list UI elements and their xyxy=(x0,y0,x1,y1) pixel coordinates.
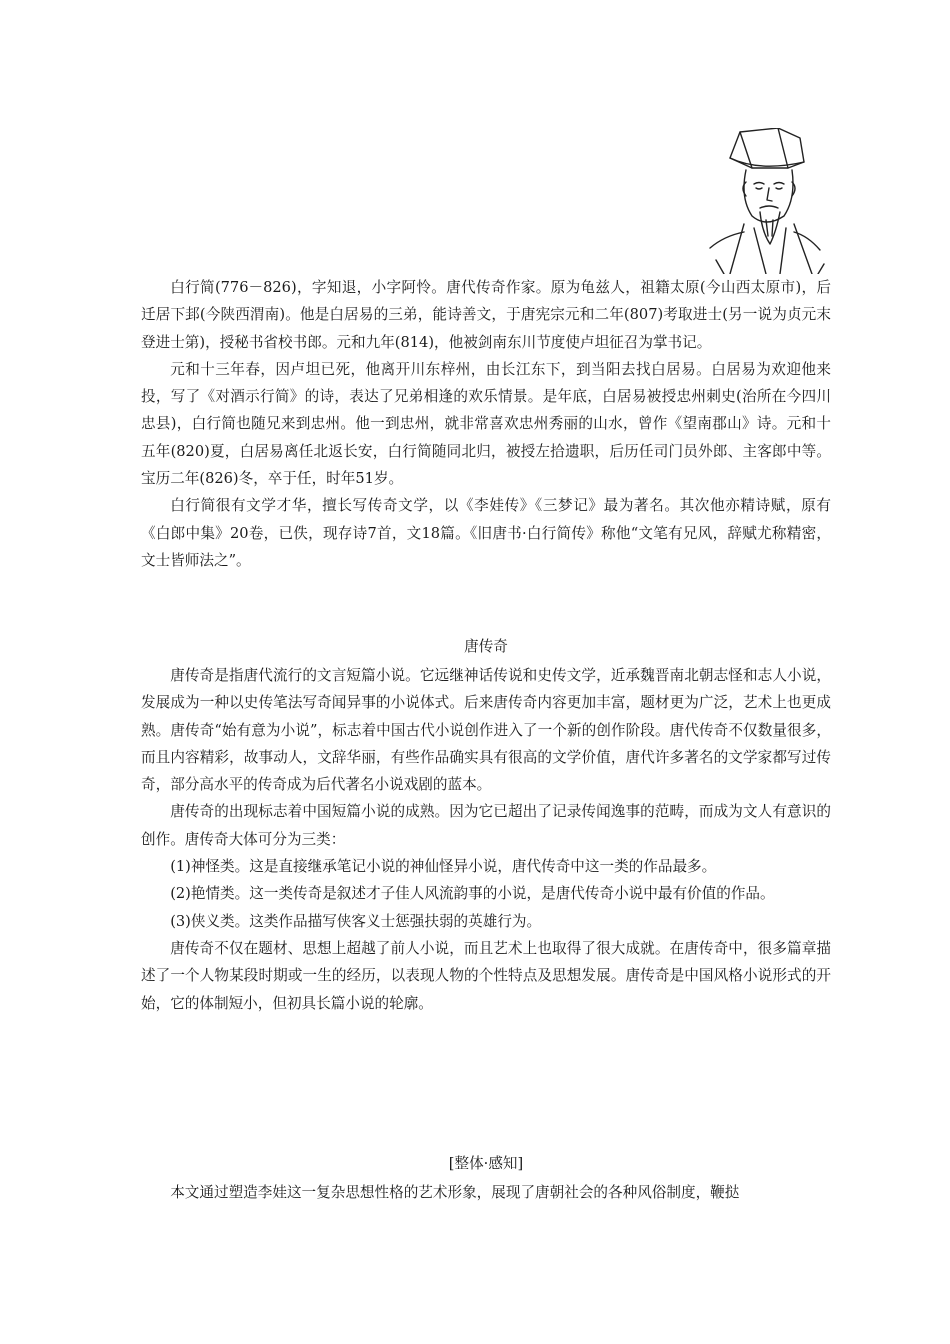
portrait-image xyxy=(700,128,836,274)
tang-chuanqi-section xyxy=(141,662,831,1017)
body-paragraph: 唐传奇是指唐代流行的文言短篇小说。它远继神话传说和史传文学，近承魏晋南北朝志怪和志人小说，发展成为一种以史传笔法写奇闻异事的小说体式。后来唐传奇内容更加丰富，题材更为广泛，艺术上也更成熟。唐传奇“始有意为小说”，标志着中国古代小说创作进入了一个新的创作阶段。唐代传奇不仅数量很多，而且内容精彩，故事动人，文辞华丽，有些作品确实具有很高的文学价值，唐代许多著名的文学家都写过传奇，部分高水平的传奇成为后代著名小说戏剧的蓝本。 xyxy=(141,667,831,794)
biography-paragraph: 白行简很有文学才华，擅长写传奇文学，以《李娃传》《三梦记》最为著名。其次他亦精诗赋，原有《白郎中集》20卷，已佚，现存诗7首，文18篇。《旧唐书·白行简传》称他“文笔有兄风，辞赋尤称精密，文士皆师法之”。 xyxy=(141,497,831,569)
list-item: (2)艳情类。这一类传奇是叙述才子佳人风流韵事的小说，是唐代传奇小说中最有价值的作品。 xyxy=(170,885,775,903)
list-item: (3)侠义类。这类作品描写侠客义士惩强扶弱的英雄行为。 xyxy=(170,912,542,930)
biography-section xyxy=(141,274,831,574)
body-paragraph: 本文通过塑造李娃这一复杂思想性格的艺术形象，展现了唐朝社会的各种风俗制度，鞭挞 xyxy=(170,1184,740,1201)
body-paragraph: 唐传奇的出现标志着中国短篇小说的成熟。因为它已超出了记录传闻逸事的范畴，而成为文人有意识的创作。唐传奇大体可分为三类： xyxy=(141,803,831,848)
biography-paragraph: 元和十三年春，因卢坦已死，他离开川东梓州，由长江东下，到当阳去找白居易。白居易为欢迎他来投，写了《对酒示行简》的诗，表达了兄弟相逢的欢乐情景。是年底，白居易被授忠州刺史(治所在今四川忠县)，白行简也随兄来到忠州。他一到忠州，就非常喜欢忠州秀丽的山水，曾作《望南郡山》诗。元和十五年(820)夏，白居易离任北返长安，白行简随同北归，被授左拾遗职，后历任司门员外郎、主客郎中等。宝历二年(826)冬，卒于任，时年51岁。 xyxy=(141,360,831,488)
biography-paragraph: 白行简(776－826)，字知退，小字阿怜。唐代传奇作家。原为龟兹人，祖籍太原(今山西太原市)，后迁居下邽(今陕西渭南)。他是白居易的三弟，能诗善文，于唐宪宗元和二年(807)考取进士(另一说为贞元末登进士第)，授秘书省校书郎。元和九年(814)，他被剑南东川节度使卢坦征召为掌书记。 xyxy=(141,279,831,351)
list-item: (1)神怪类。这是直接继承笔记小说的神仙怪异小说，唐代传奇中这一类的作品最多。 xyxy=(170,858,717,876)
body-paragraph: 唐传奇不仅在题材、思想上超越了前人小说，而且艺术上也取得了很大成就。在唐传奇中，很多篇章描述了一个人物某段时期或一生的经历，以表现人物的个性特点及思想发展。唐传奇是中国风格小说形式的开始，它的体制短小，但初具长篇小说的轮廓。 xyxy=(141,939,831,1012)
section-heading-overview: [整体·感知] xyxy=(448,1155,524,1172)
overview-section xyxy=(141,1179,831,1206)
section-heading-tang-chuanqi: 唐传奇 xyxy=(464,638,508,655)
